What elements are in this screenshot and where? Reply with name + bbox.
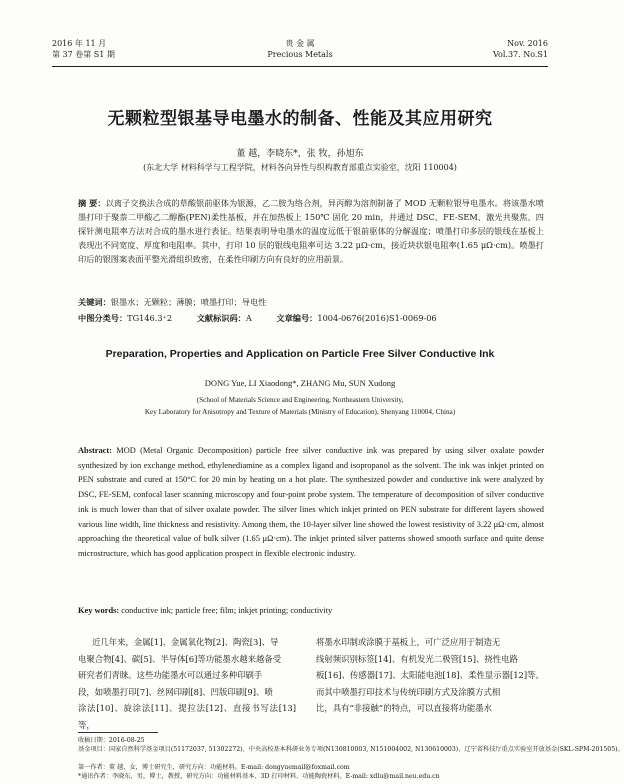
footnote-rule (78, 732, 158, 733)
body-column-right (316, 634, 548, 717)
footnote-first-author: 第一作者：董 越，女，博士研究生，研究方向：功能材料。E-mail: dongyuemail@foxmail.com (78, 764, 350, 771)
keywords-cn (78, 295, 544, 309)
authors-en: DONG Yue, LI Xiaodong*, ZHANG Mu, SUN Xudong (204, 378, 396, 388)
body-column-left (78, 634, 296, 733)
article-number-label: 文章编号： (276, 313, 318, 323)
keywords-en-label: Key words: (78, 606, 120, 615)
footnote-received: 收稿日期：2016-08-25 (78, 737, 145, 744)
header-journal-name: 贵 金 属 Precious Metals (267, 39, 333, 59)
doc-code-value: A (245, 313, 252, 323)
body-line: 将墨水印制或涂膜于基板上，可广泛应用于制造无 (316, 637, 501, 647)
body-line: 而其中喷墨打印技术与传统印刷方式及涂膜方式相 (316, 686, 501, 697)
body-line: 板[16]、传感器[17]、太阳能电池[18]、柔性显示器[12]等。 (316, 670, 544, 680)
footnote-fund: 基金项目：国家自然科学基金项目(51172037, 51302272)、中央高校基本科研业务专项(N130810003, N151004002, N130610003)、辽宁省科技厅重点实验室开放基金(SKL-SPM-201505)。 (78, 746, 624, 753)
paper-title-cn: 无颗粒型银基导电墨水的制备、性能及其应用研究 (107, 109, 493, 129)
paper-title-en: Preparation, Properties and Application on Particle Free Silver Conductive Ink (105, 348, 495, 360)
abstract-en (78, 444, 544, 562)
keywords-en-text: conductive ink; particle free; film; inkjet printing; conductivity (121, 606, 333, 615)
abstract-en-text: MOD (Metal Organic Decomposition) particle free silver conductive ink was prepared by using silver oxalate powder synthesized by ion exchange method, ethylenediamine as a complex ligand and isopropanol as the solvent. The ink was inkjet printed on PEN substrate and cured at 150°C for 20 min by heating on a hot plate. The synthesized powder and conductive ink were analyzed by DSC, FE-SEM, confocal laser scanning microscopy and four-point probe system. The temperature of decomposition of silver conductive ink is much lower than that of silver oxalate powder. The silver lines which inkjet printed on PEN substrate for different layers showed various line width, line thickness and resistivity. Among them, the 10-layer silver line showed the lowest resistivity of 3.22 μΩ·cm, almost approaching the theoretical value of bulk silver (1.65 μΩ·cm). The inkjet printed silver patterns showed smooth surface and quite dense microstructure, which has good application prospect in flexible electronic industry. (78, 446, 544, 558)
body-line: 近几年来，金属[1]、金属氧化物[2]、陶瓷[3]、导 (92, 637, 279, 647)
clc-label: 中图分类号： (78, 313, 128, 323)
keywords-cn-label: 关键词： (78, 297, 111, 307)
article-number-value: 1004-0676(2016)S1-0069-06 (317, 313, 437, 323)
keywords-cn-text: 银墨水；无颗粒；薄膜；喷墨打印；导电性 (110, 297, 267, 307)
header-issue-en: Nov. 2016 Vol.37. No.S1 (492, 39, 548, 59)
body-line: 比，具有“非接触”的特点，可以直接将功能墨水 (316, 703, 493, 713)
body-line: 研究者们青睐。这些功能墨水可以通过多种印刷手 (78, 670, 263, 680)
abstract-cn-text: 以离子交换法合成的草酸银前驱体为银源，乙二胺为络合剂，异丙醇为溶剂制备了 MOD 无颗粒银导电墨水。将该墨水喷墨打印于聚萘二甲酸乙二醇酯(PEN)柔性基板，并在加热板上 150℃ 固化 20 min，并通过 DSC、FE-SEM、激光共聚焦、四探针测电阻率方法对合成的墨水进行表征。结果表明导电墨水的温度远低于银前驱体的分解温度；喷墨打印多层的银线在基板上表现出不同宽度、厚度和电阻率。其中，打印 10 层的银线电阻率可达 3.22 μΩ·cm，接近块状银电阻率(1.65 μΩ·cm)。喷墨打印后的银图案表面平整光滑组织致密，在柔性印刷方向有良好的应用前景。 (78, 198, 544, 264)
footnote-corresponding: *通讯作者：李晓东，男，博士，教授，研究方向：功能材料基本、3D 打印材料、功能陶瓷材料。E-mail: xdlu@mail.neu.edu.cn (78, 773, 440, 780)
keywords-en (78, 604, 544, 618)
body-line: 涂法[10]、旋涂法[11]、提拉法[12]、直接书写法[13]等， (78, 703, 296, 730)
affiliation-cn: (东北大学 材料科学与工程学院，材料各向异性与织构教育部重点实验室，沈阳 110004) (143, 163, 457, 172)
abstract-cn (78, 196, 544, 266)
doc-code-label: 文献标识码： (196, 313, 246, 323)
header-rule (52, 66, 548, 67)
clc-value: TG146.3⁺2 (127, 313, 173, 323)
header-issue-cn: 2016 年 11 月 第 37 卷第 S1 期 (52, 39, 115, 59)
abstract-cn-label: 摘 要： (78, 198, 106, 208)
affiliation-en: (School of Materials Science and Engineering, Northeastern University, Key Laboratory for Anisotropy and Texture of Materials (Ministry of Education), Shenyang 110004, China) (144, 396, 456, 416)
authors-cn: 董 越，李晓东*，张 牧，孙旭东 (236, 149, 364, 159)
body-line: 段，如喷墨打印[7]、丝网印刷[8]、凹版印刷[9]、喷 (78, 686, 273, 697)
running-header (52, 38, 548, 64)
body-line: 电聚合物[4]、碳[5]、半导体[6]等功能墨水越来越备受 (78, 653, 282, 664)
abstract-en-label: Abstract: (78, 446, 112, 455)
body-line: 线射频识别标签[14]、有机发光二极管[15]、挠性电路 (316, 653, 518, 664)
classification-cn (78, 311, 544, 325)
